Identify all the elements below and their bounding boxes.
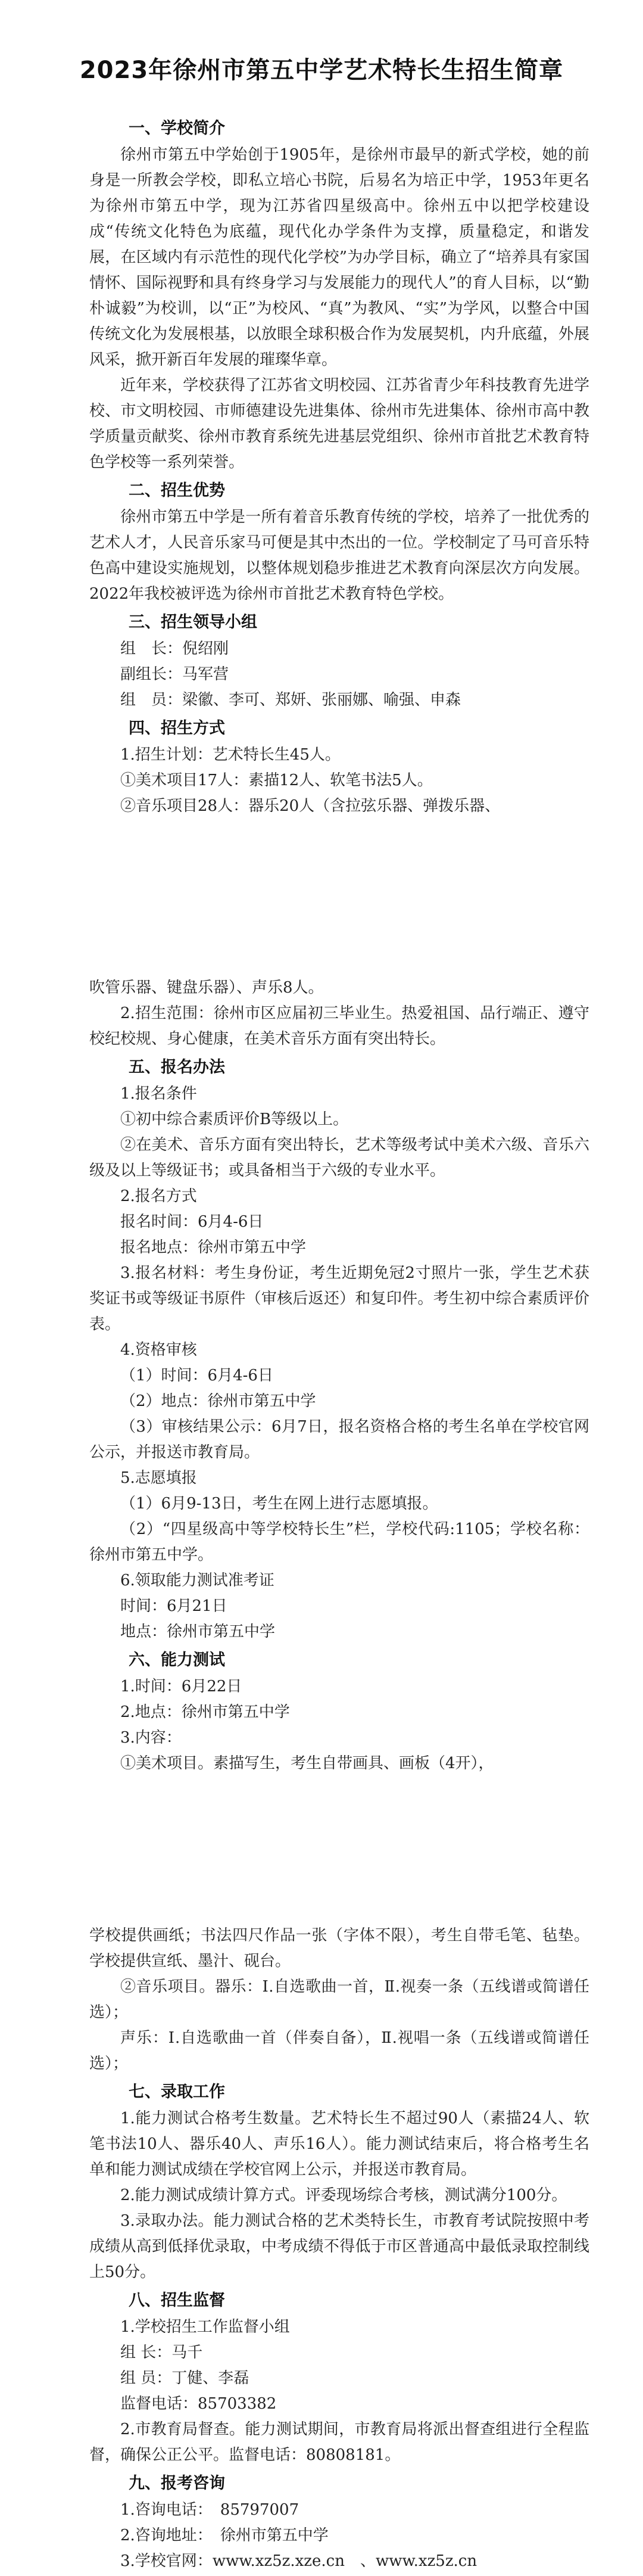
section-heading-admission-method: 四、招生方式 bbox=[129, 719, 225, 738]
list-item: （1）6月9-13日，考生在网上进行志愿填报。 bbox=[120, 1495, 438, 1513]
paragraph: 近年来，学校获得了江苏省文明校园、江苏省青少年科技教育先进学校、市文明校园、市师德建设先进集体、徐州市先进集体、徐州市高中教学质量贡献奖、徐州市教育系统先进基层党组织、徐州市首批艺术教育特色学校等一系列荣誉。 bbox=[89, 377, 589, 471]
list-item: ②音乐项目28人：器乐20人（含拉弦乐器、弹拨乐器、 bbox=[120, 797, 501, 815]
section-heading-registration: 五、报名办法 bbox=[129, 1058, 225, 1077]
paragraph: 学校提供画纸；书法四尺作品一张（字体不限），考生自带毛笔、毡垫。学校提供宣纸、墨汁、砚台。 bbox=[89, 1927, 589, 1970]
list-item: 4.资格审核 bbox=[120, 1341, 197, 1359]
website-link-primary[interactable]: www.xz5z.xze.cn bbox=[212, 2552, 345, 2570]
section-heading-leadership: 三、招生领导小组 bbox=[129, 613, 257, 631]
page-break-space bbox=[89, 1777, 589, 1923]
list-item: 吹管乐器、键盘乐器）、声乐8人。 bbox=[89, 979, 324, 997]
paragraph: （2）“四星级高中等学校特长生”栏，学校代码:1105；学校名称：徐州市第五中学。 bbox=[89, 1520, 589, 1564]
page-title: 2023年徐州市第五中学艺术特长生招生简章 bbox=[79, 57, 564, 84]
list-item: 3.内容： bbox=[120, 1729, 182, 1747]
paragraph: 声乐：Ⅰ.自选歌曲一首（伴奏自备），Ⅱ.视唱一条（五线谱或简谱任选）； bbox=[89, 2029, 589, 2073]
paragraph: 3.录取办法。能力测试合格的艺术类特长生，市教育考试院按照中考成绩从高到低择优录取，中考成绩不得低于市区普通高中最低录取控制线上50分。 bbox=[89, 2212, 589, 2281]
list-item: 报名地点：徐州市第五中学 bbox=[120, 1239, 307, 1256]
list-item: ①初中综合素质评价B等级以上。 bbox=[120, 1110, 349, 1128]
paragraph: ②音乐项目。器乐：Ⅰ.自选歌曲一首，Ⅱ.视奏一条（五线谱或简谱任选）； bbox=[89, 1978, 589, 2021]
paragraph: 2.能力测试成绩计算方式。评委现场综合考核，测试满分100分。 bbox=[120, 2186, 567, 2204]
paragraph: 1.能力测试合格考生数量。艺术特长生不超过90人（素描24人、软笔书法10人、器乐40人、声乐16人）。能力测试结束后，将合格考生名单和能力测试成绩在学校官网上公示，并报送市教育局。 bbox=[89, 2110, 589, 2179]
list-item: 2.地点：徐州市第五中学 bbox=[120, 1703, 290, 1721]
list-item: 组 员：梁徽、李可、郑妍、张丽娜、喻强、申森 bbox=[120, 691, 461, 709]
list-item: 副组长：马军营 bbox=[120, 665, 229, 683]
list-item: 组 长：马千 bbox=[120, 2344, 203, 2362]
section-heading-school-intro: 一、学校简介 bbox=[129, 119, 225, 138]
list-item: ①美术项目17人：素描12人、软笔书法5人。 bbox=[120, 771, 433, 789]
list-item: 2.报名方式 bbox=[120, 1187, 197, 1205]
list-item: 时间：6月21日 bbox=[120, 1597, 227, 1615]
list-item: 报名时间：6月4-6日 bbox=[120, 1213, 264, 1231]
list-item: （1）时间：6月4-6日 bbox=[120, 1367, 273, 1385]
list-item: 1.学校招生工作监督小组 bbox=[120, 2318, 290, 2336]
list-item: 5.志愿填报 bbox=[120, 1469, 197, 1487]
document-body bbox=[89, 113, 589, 2574]
list-item: 监督电话：85703382 bbox=[120, 2395, 277, 2413]
list-item: 1.时间：6月22日 bbox=[120, 1678, 242, 1695]
list-item: 1.咨询电话： 85797007 bbox=[120, 2501, 299, 2519]
list-item: （2）地点：徐州市第五中学 bbox=[120, 1392, 316, 1410]
section-heading-advantages: 二、招生优势 bbox=[129, 481, 225, 500]
paragraph: 3.报名材料：考生身份证，考生近期免冠2寸照片一张，学生艺术获奖证书或等级证书原件（审核后返还）和复印件。考生初中综合素质评价表。 bbox=[89, 1264, 589, 1333]
paragraph: 徐州市第五中学是一所有着音乐教育传统的学校，培养了一批优秀的艺术人才，人民音乐家马可便是其中杰出的一位。学校制定了马可音乐特色高中建设实施规划，以整体规划稳步推进艺术教育向深层次方向发展。2022年我校被评选为徐州市首批艺术教育特色学校。 bbox=[89, 508, 589, 603]
list-item: 1.招生计划：艺术特长生45人。 bbox=[120, 746, 341, 764]
section-heading-consultation: 九、报考咨询 bbox=[129, 2474, 225, 2493]
section-heading-admission-work: 七、录取工作 bbox=[129, 2083, 225, 2101]
section-heading-supervision: 八、招生监督 bbox=[129, 2291, 225, 2310]
paragraph: 2.市教育局督查。能力测试期间，市教育局将派出督查组进行全程监督，确保公正公平。监督电话：80808181。 bbox=[89, 2421, 589, 2464]
separator: 、 bbox=[344, 2552, 376, 2570]
paragraph: ②在美术、音乐方面有突出特长，艺术等级考试中美术六级、音乐六级及以上等级证书；或具备相当于六级的专业水平。 bbox=[89, 1136, 589, 1180]
paragraph: 2.招生范围：徐州市区应届初三毕业生。热爱祖国、品行端正、遵守校纪校规、身心健康，在美术音乐方面有突出特长。 bbox=[89, 1004, 589, 1048]
section-heading-ability-test: 六、能力测试 bbox=[129, 1651, 225, 1669]
website-line bbox=[89, 2549, 589, 2574]
paragraph: 徐州市第五中学始创于1905年，是徐州市最早的新式学校，她的前身是一所教会学校，即私立培心书院，后易名为培正中学，1953年更名为徐州市第五中学，现为江苏省四星级高中。徐州五中以把学校建设成“传统文化特色为底蕴，现代化办学条件为支撑，质量稳定，和谐发展，在区域内有示范性的现代化学校”为办学目标，确立了“培养具有家国情怀、国际视野和具有终身学习与发展能力的现代人”的育人目标，以“勤朴诚毅”为校训，以“正”为校风、“真”为教风、“实”为学风，以整合中国传统文化为发展根基，以放眼全球积极合作为发展契机，内升底蕴，外展风采，掀开新百年发展的璀璨华章。 bbox=[89, 146, 589, 369]
list-item: 6.领取能力测试准考证 bbox=[120, 1572, 274, 1589]
website-label: 3.学校官网： bbox=[120, 2552, 213, 2570]
list-item: 2.咨询地址： 徐州市第五中学 bbox=[120, 2527, 329, 2544]
list-item: 1.报名条件 bbox=[120, 1085, 197, 1103]
list-item: 地点：徐州市第五中学 bbox=[120, 1623, 276, 1641]
paragraph: （3）审核结果公示：6月7日，报名资格合格的考生名单在学校官网公示，并报送市教育局。 bbox=[89, 1418, 589, 1461]
website-link-secondary[interactable]: www.xz5z.cn bbox=[375, 2552, 477, 2570]
list-item: 组 长：倪绍刚 bbox=[120, 640, 229, 658]
page-break-space bbox=[89, 819, 589, 975]
list-item: ①美术项目。素描写生，考生自带画具、画板（4开）， bbox=[120, 1754, 494, 1772]
list-item: 组 员：丁健、李磊 bbox=[120, 2369, 249, 2387]
